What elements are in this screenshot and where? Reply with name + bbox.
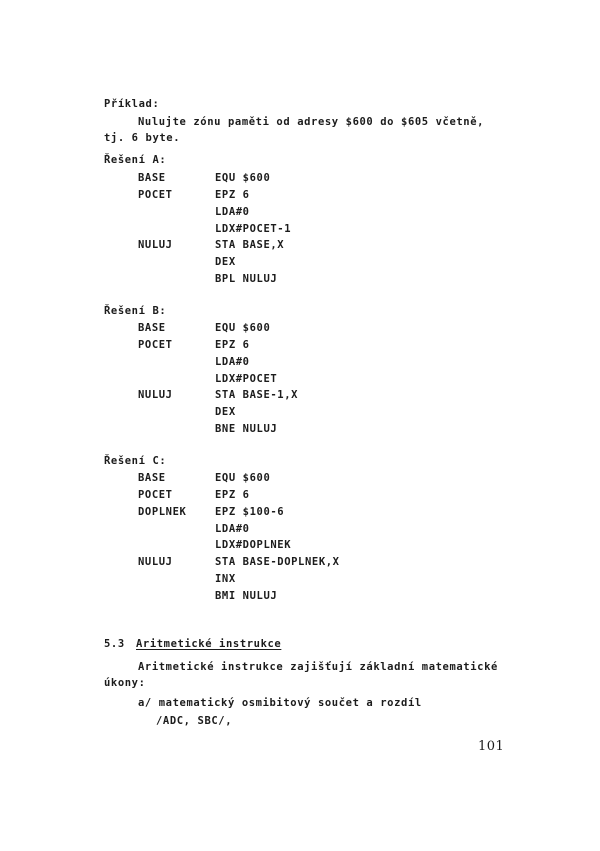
example-text-line1: Nulujte zónu paměti od adresy $600 do $605 včetně,: [138, 116, 485, 128]
code-instruction: LDA#0: [215, 356, 250, 368]
code-instruction: BNE NULUJ: [215, 423, 278, 435]
code-label: BASE: [138, 472, 166, 484]
code-label: BASE: [138, 172, 166, 184]
code-instruction: EQU $600: [215, 322, 271, 334]
code-instruction: DEX: [215, 256, 236, 268]
code-instruction: EPZ 6: [215, 339, 250, 351]
code-instruction: LDA#0: [215, 206, 250, 218]
code-instruction: EQU $600: [215, 172, 271, 184]
example-label: Příklad:: [104, 98, 160, 110]
code-instruction: EPZ 6: [215, 489, 250, 501]
code-label: POCET: [138, 489, 173, 501]
code-instruction: STA BASE-DOPLNEK,X: [215, 556, 340, 568]
section-number: 5.3: [104, 638, 125, 650]
code-instruction: EPZ $100-6: [215, 506, 285, 518]
code-label: NULUJ: [138, 239, 173, 251]
example-text-line2: tj. 6 byte.: [104, 132, 181, 144]
code-label: NULUJ: [138, 556, 173, 568]
code-label: DOPLNEK: [138, 506, 187, 518]
code-instruction: EPZ 6: [215, 189, 250, 201]
code-instruction: INX: [215, 573, 236, 585]
section-title: Aritmetické instrukce: [136, 638, 282, 650]
code-instruction: LDX#DOPLNEK: [215, 539, 292, 551]
solution-c-heading: Řešení C:: [104, 455, 167, 467]
code-instruction: BMI NULUJ: [215, 590, 278, 602]
list-item-a: a/ matematický osmibitový součet a rozdíl: [138, 697, 422, 709]
code-label: POCET: [138, 189, 173, 201]
code-label: BASE: [138, 322, 166, 334]
code-instruction: STA BASE,X: [215, 239, 285, 251]
code-instruction: BPL NULUJ: [215, 273, 278, 285]
code-label: NULUJ: [138, 389, 173, 401]
solution-b-heading: Řešení B:: [104, 305, 167, 317]
solution-a-heading: Řešení A:: [104, 154, 167, 166]
code-instruction: LDA#0: [215, 523, 250, 535]
page-number: 101: [478, 739, 505, 754]
section-paragraph-line1: Aritmetické instrukce zajišťují základní matematické: [138, 661, 498, 673]
code-instruction: LDX#POCET-1: [215, 223, 292, 235]
code-instruction: DEX: [215, 406, 236, 418]
code-instruction: STA BASE-1,X: [215, 389, 299, 401]
code-instruction: LDX#POCET: [215, 373, 278, 385]
list-item-a-ops: /ADC, SBC/,: [156, 715, 233, 727]
section-paragraph-line2: úkony:: [104, 677, 146, 689]
code-instruction: EQU $600: [215, 472, 271, 484]
code-label: POCET: [138, 339, 173, 351]
